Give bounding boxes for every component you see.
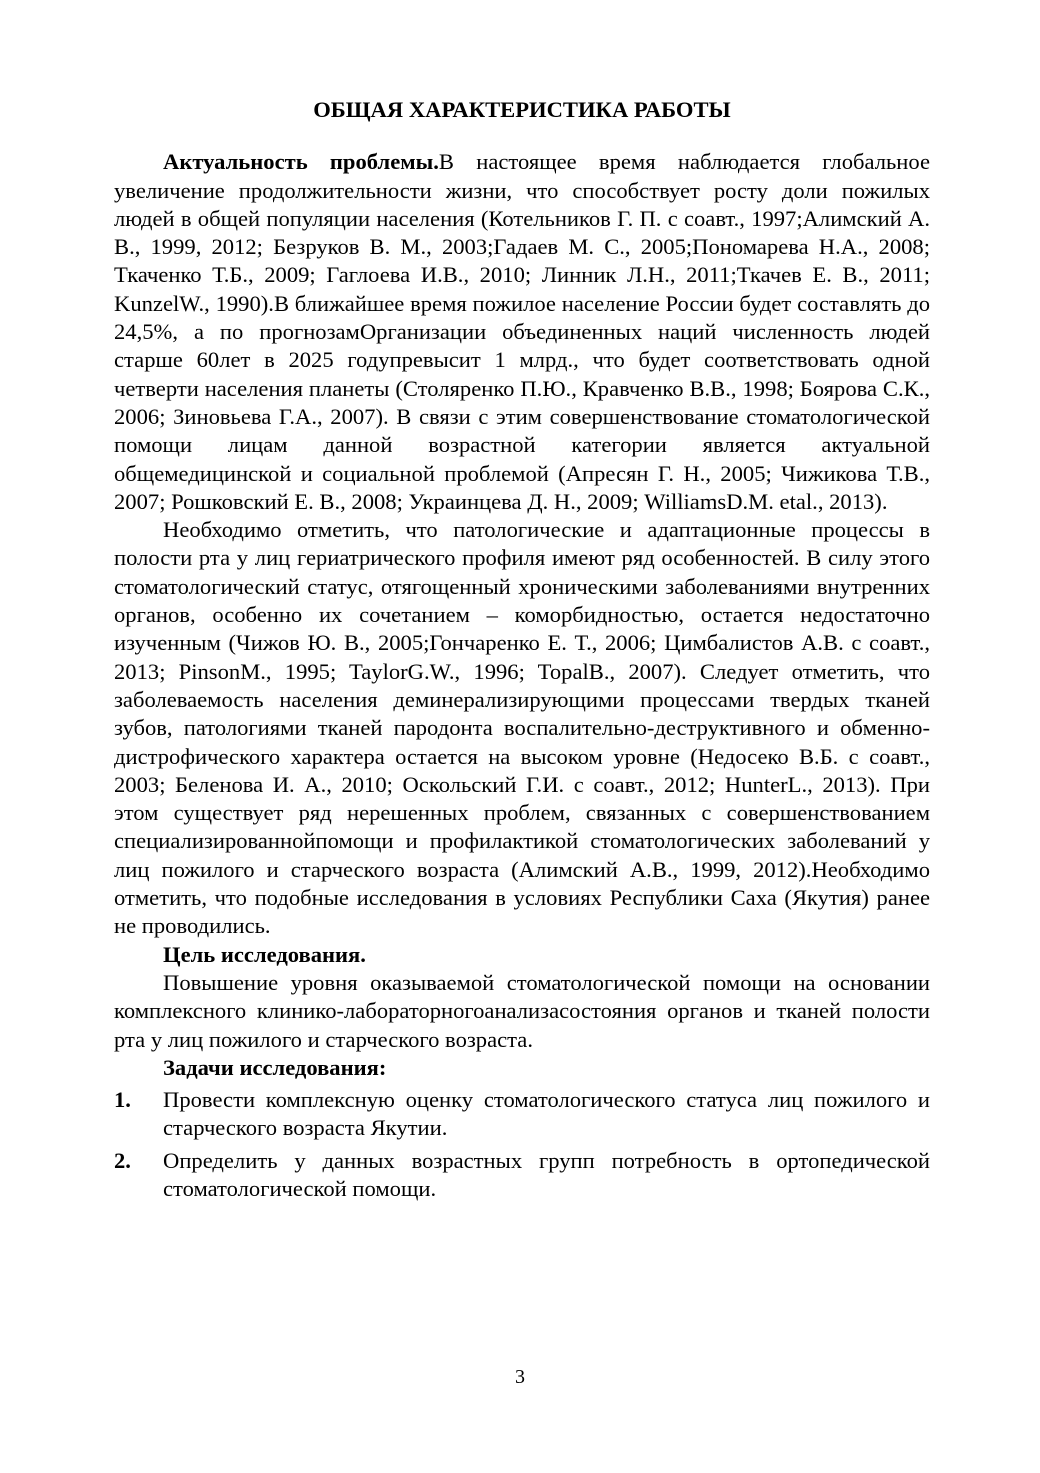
- goal-heading: Цель исследования.: [163, 941, 366, 967]
- relevance-text: В настоящее время наблюдается глобальное увеличение продолжительности жизни, что способствует росту доли пожилых людей в общей популяции населения (Котельников Г. П. с соавт., 1997;Алимский А. В., 1999, 2012; Безруков В. М., 2003;Гадаев М. С., 2005;Пономарева Н.А., 2008; Ткаченко Т.Б., 2009; Гаглоева И.В., 2010; Линник Л.Н., 2011;Ткачев Е. В., 2011; KunzelW., 1990).В ближайшее время пожилое население России будет составлять до 24,5%, а по прогнозамОрганизации объединенных наций численность людей старше 60лет в 2025 годупревысит 1 млрд., что будет соответствовать одной четверти населения планеты (Столяренко П.Ю., Кравченко В.В., 1998; Боярова С.К., 2006; Зиновьева Г.А., 2007). В связи с этим совершенствование стоматологической помощи лицам данной возрастной категории является актуальной общемедицинской и социальной проблемой (Апресян Г. Н., 2005; Чижикова Т.В., 2007; Рошковский Е. В., 2008; Украинцева Д. Н., 2009; WilliamsD.M. etal., 2013).: [114, 149, 930, 514]
- document-page: [114, 96, 930, 1203]
- task-text: Определить у данных возрастных групп потребность в ортопедической стоматологической помощи.: [163, 1147, 930, 1201]
- relevance-paragraph: [114, 148, 930, 516]
- task-item: [114, 1086, 930, 1143]
- tasks-heading: Задачи исследования:: [163, 1054, 387, 1080]
- features-paragraph: Необходимо отметить, что патологические и адаптационные процессы в полости рта у лиц гериатрического профиля имеют ряд особенностей. В силу этого стоматологический статус, отягощенный хроническими заболеваниями внутренних органов, особенно их сочетанием – коморбидностью, остается недостаточно изученным (Чижов Ю. В., 2005;Гончаренко Е. Т., 2006; Цимбалистов А.В. с соавт., 2013; PinsonM., 1995; TaylorG.W., 1996; TopalB., 2007). Следует отметить, что заболеваемость населения деминерализирующими процессами твердых тканей зубов, патологиями тканей пародонта воспалительно-деструктивного и обменно-дистрофического характера остается на высоком уровне (Недосеко В.Б. с соавт., 2003; Беленова И. А., 2010; Оскольский Г.И. с соавт., 2012; HunterL., 2013). При этом существует ряд нерешенных проблем, связанных с совершенствованием специализированнойпомощи и профилактикой стоматологических заболеваний у лиц пожилого и старческого возраста (Алимский А.В., 1999, 2012).Необходимо отметить, что подобные исследования в условиях Республики Саха (Якутия) ранее не проводились.: [114, 517, 930, 939]
- task-item: [114, 1147, 930, 1204]
- goal-paragraph: Повышение уровня оказываемой стоматологической помощи на основании комплексного клинико-лабораторногоанализасостояния органов и тканей полости рта у лиц пожилого и старческого возраста.: [114, 969, 930, 1052]
- relevance-lead: Актуальность проблемы.: [163, 149, 439, 175]
- task-number: 1.: [114, 1087, 131, 1113]
- task-text: Провести комплексную оценку стоматологического статуса лиц пожилого и старческого возраста Якутии.: [163, 1087, 930, 1141]
- task-number: 2.: [114, 1147, 131, 1173]
- page-title: ОБЩАЯ ХАРАКТЕРИСТИКА РАБОТЫ: [313, 97, 731, 122]
- page-number: 3: [515, 1366, 525, 1388]
